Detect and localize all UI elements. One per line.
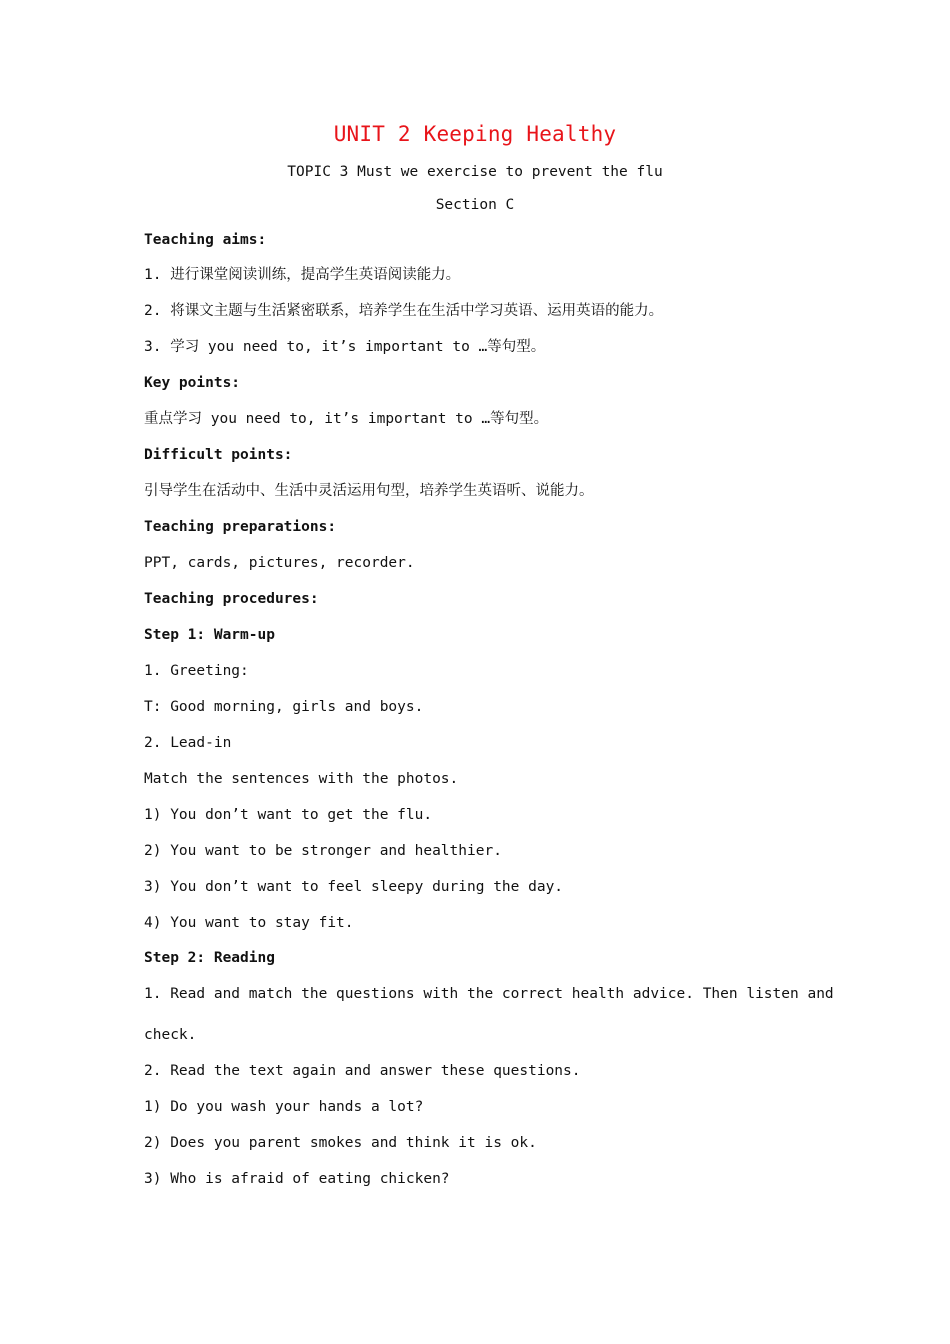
- teaching-aim-item: 3. 学习 you need to, it’s important to …等句型。: [144, 339, 546, 355]
- unit-title: UNIT 2 Keeping Healthy: [333, 122, 617, 146]
- step1-line: Match the sentences with the photos.: [144, 771, 459, 787]
- teaching-aims-heading: Teaching aims:: [144, 232, 267, 248]
- step1-heading: Step 1: Warm-up: [144, 627, 275, 643]
- key-points-heading: Key points:: [144, 375, 241, 391]
- step2-heading: Step 2: Reading: [144, 950, 275, 966]
- step2-line: 2. Read the text again and answer these questions.: [144, 1063, 581, 1079]
- step2-line: 3) Who is afraid of eating chicken?: [144, 1171, 450, 1187]
- step2-line: 1. Read and match the questions with the correct health advice. Then listen and: [144, 986, 834, 1002]
- step1-line: 2. Lead-in: [144, 735, 232, 751]
- key-points-text: 重点学习 you need to, it’s important to …等句型。: [144, 411, 549, 427]
- step1-line: 1) You don’t want to get the flu.: [144, 807, 433, 823]
- step1-line: 4) You want to stay fit.: [144, 915, 354, 931]
- step2-line: 1) Do you wash your hands a lot?: [144, 1099, 424, 1115]
- preparations-heading: Teaching preparations:: [144, 519, 337, 535]
- teaching-aim-item: 1. 进行课堂阅读训练，提高学生英语阅读能力。: [144, 267, 461, 283]
- step1-line: 2) You want to be stronger and healthier.: [144, 843, 502, 859]
- topic-title: TOPIC 3 Must we exercise to prevent the flu: [287, 164, 663, 180]
- step2-line: check.: [144, 1027, 197, 1043]
- step2-line: 2) Does you parent smokes and think it is ok.: [144, 1135, 537, 1151]
- step1-line: T: Good morning, girls and boys.: [144, 699, 424, 715]
- step1-line: 1. Greeting:: [144, 663, 249, 679]
- section-title: Section C: [435, 197, 515, 213]
- teaching-aim-item: 2. 将课文主题与生活紧密联系，培养学生在生活中学习英语、运用英语的能力。: [144, 303, 664, 319]
- preparations-text: PPT, cards, pictures, recorder.: [144, 555, 415, 571]
- difficult-points-text: 引导学生在活动中、生活中灵活运用句型，培养学生英语听、说能力。: [144, 483, 594, 499]
- procedures-heading: Teaching procedures:: [144, 591, 319, 607]
- step1-line: 3) You don’t want to feel sleepy during the day.: [144, 879, 564, 895]
- difficult-points-heading: Difficult points:: [144, 447, 293, 463]
